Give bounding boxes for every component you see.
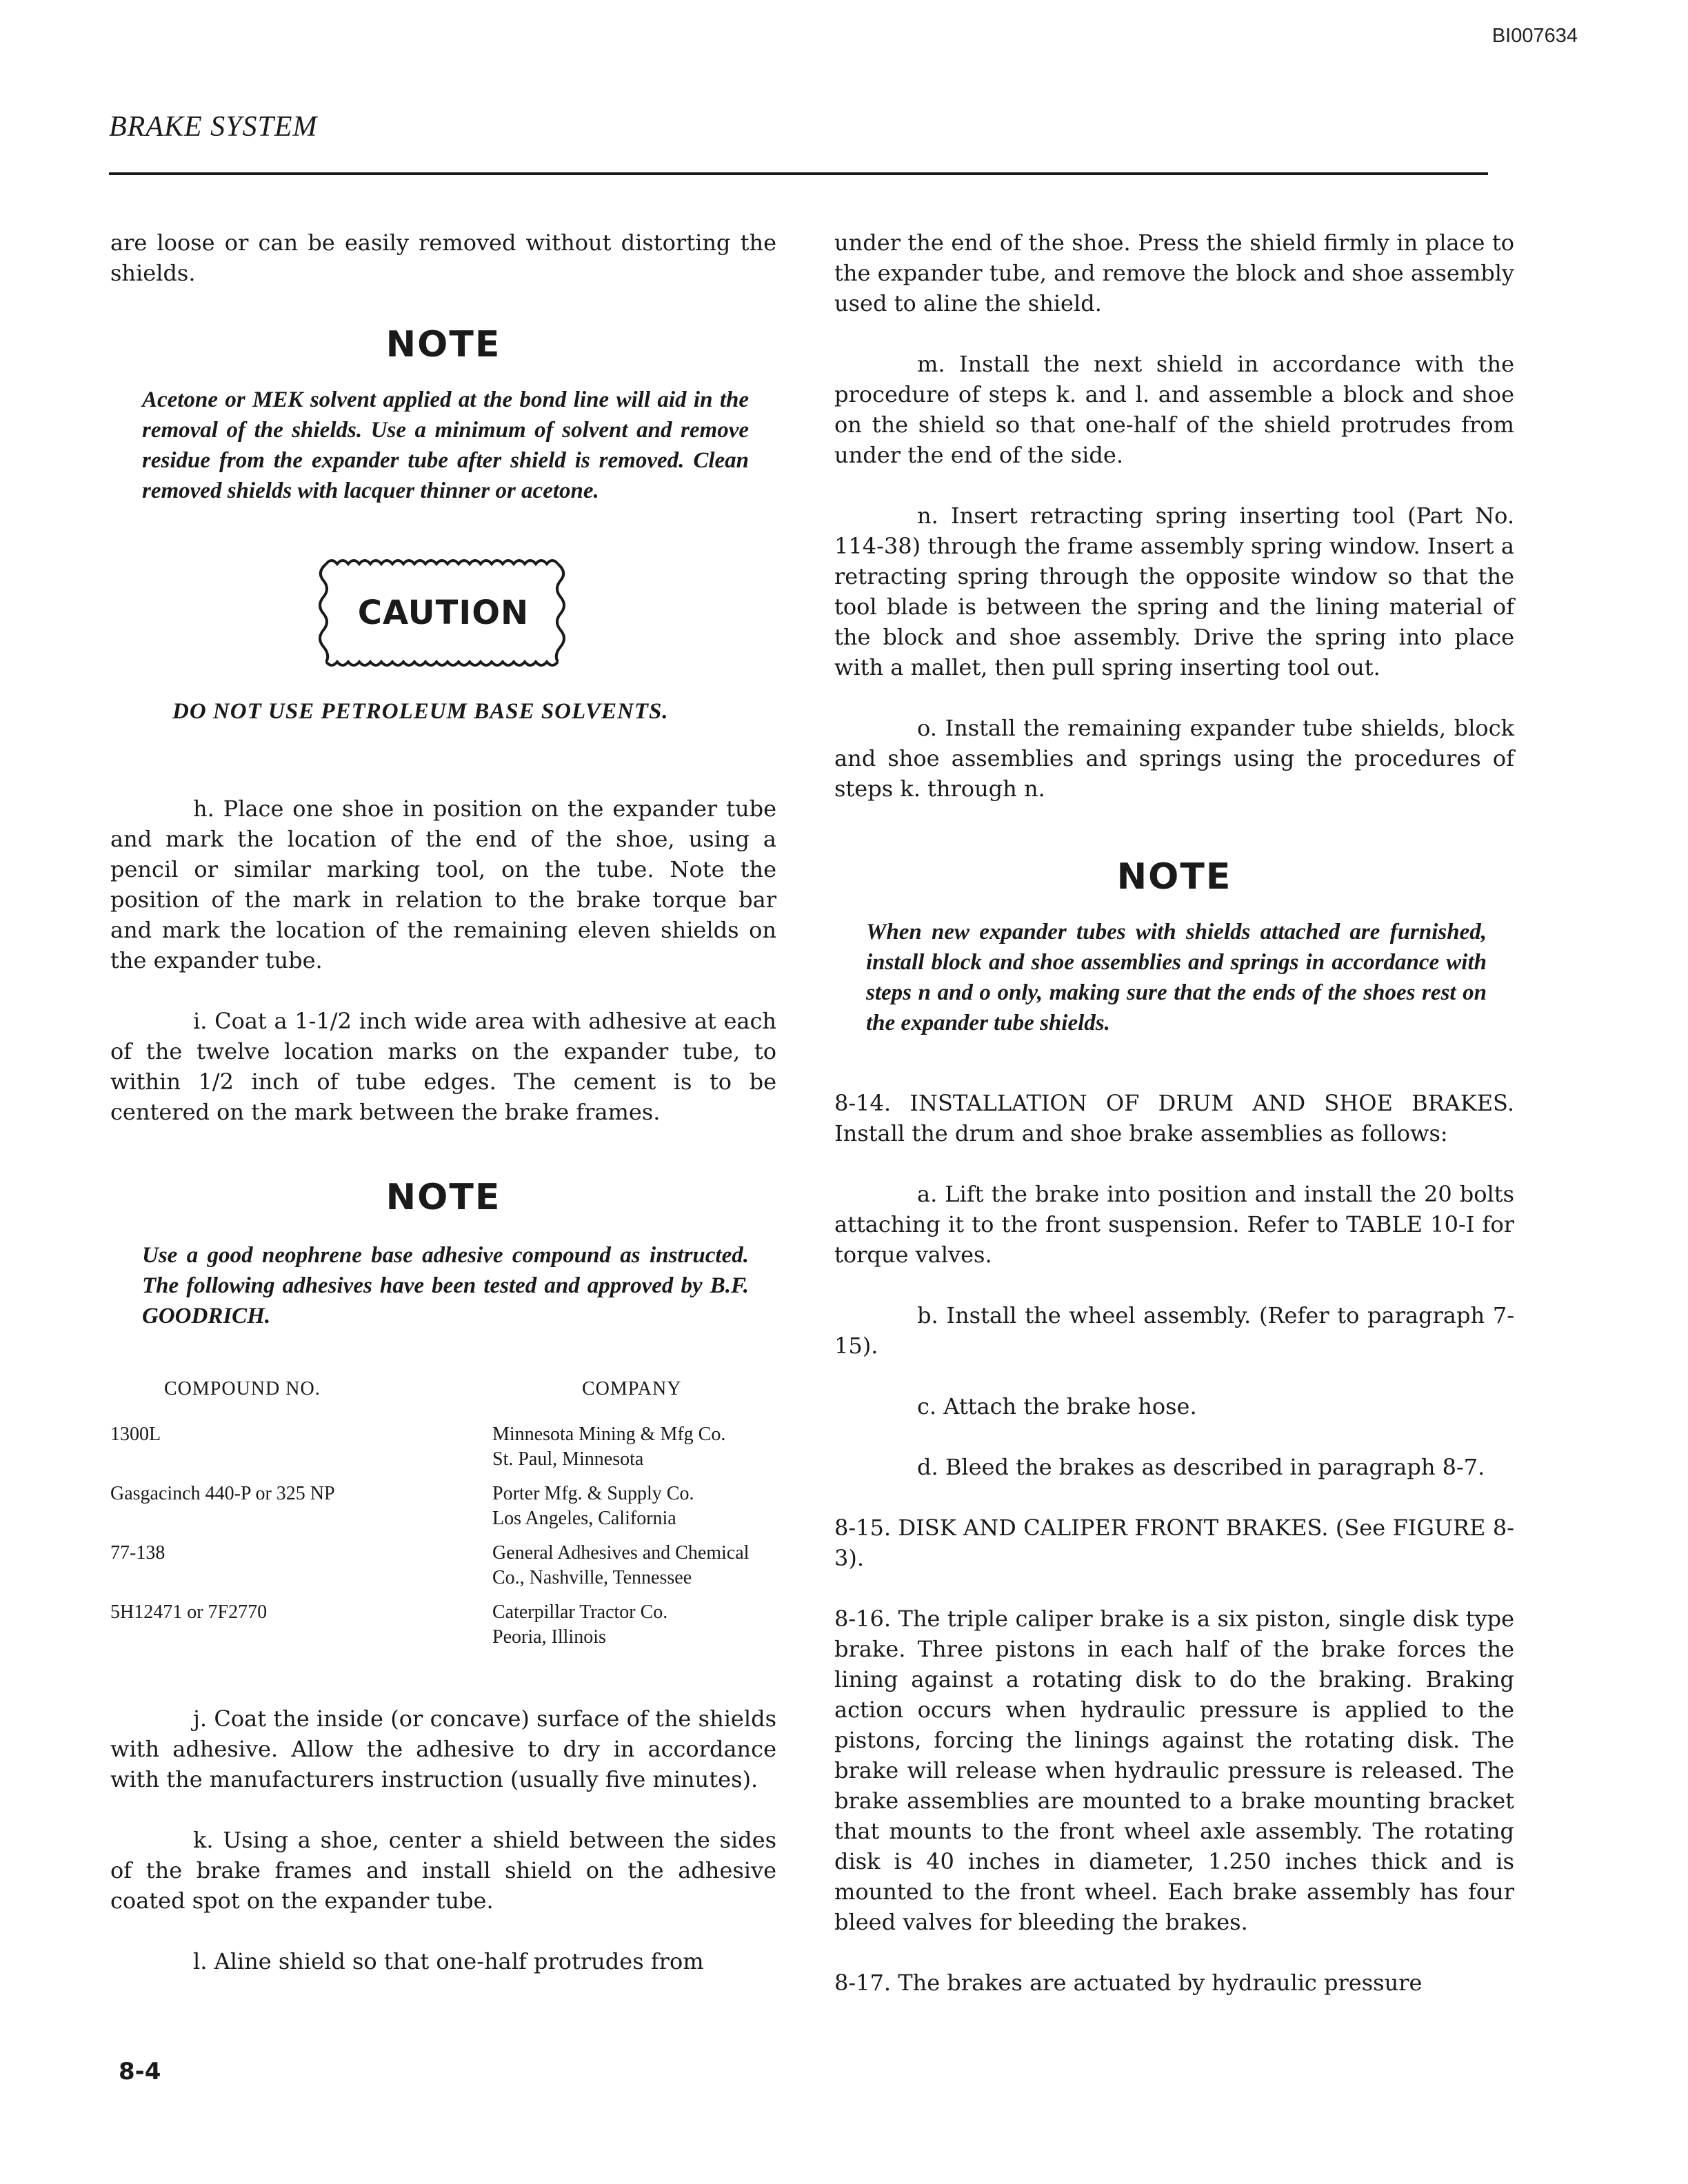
note-title: NOTE <box>385 324 501 365</box>
step-n: n. Insert retracting spring inserting tool (Part No. 114-38) through the frame assembly spring window. Insert a retracting spring through the opposite window so that the tool blade is between the spring and the lining material of the block and shoe assembly. Drive the spring into place with a mallet, then pull spring inserting tool out. <box>834 503 1514 680</box>
note-body: Use a good neophrene base adhesive compound as instructed. The following adhesives have been tested and approved by B.F. GOODRICH. <box>142 1243 749 1328</box>
table-row <box>110 1600 776 1659</box>
table-row <box>110 1422 776 1482</box>
table-header-compound: COMPOUND NO. <box>164 1378 321 1399</box>
compound-cell: 77-138 <box>110 1542 165 1564</box>
note-block-3 <box>834 856 1514 1038</box>
company-cell: Minnesota Mining & Mfg Co. St. Paul, Minnesota <box>492 1424 726 1470</box>
table-header-company: COMPANY <box>582 1378 682 1399</box>
compound-cell: 1300L <box>110 1424 161 1445</box>
left-column <box>110 228 776 1976</box>
note-block-1 <box>110 324 776 506</box>
step-o: o. Install the remaining expander tube shields, block and shoe assemblies and springs using the procedures of steps k. through n. <box>834 715 1514 802</box>
section-8-17: 8-17. The brakes are actuated by hydraulic pressure <box>834 1970 1423 1996</box>
compound-cell: 5H12471 or 7F2770 <box>110 1601 268 1623</box>
continued-paragraph: under the end of the shoe. Press the shield firmly in place to the expander tube, and remove the block and shoe assembly used to aline the shield. <box>834 230 1514 316</box>
step-k: k. Using a shoe, center a shield between the sides of the brake frames and install shield on the adhesive coated spot on the expander tube. <box>110 1827 776 1914</box>
right-column <box>834 228 1514 1998</box>
table-row <box>110 1541 776 1600</box>
section-8-16: 8-16. The triple caliper brake is a six piston, single disk type brake. Three pistons in each half of the brake forces the lining against a rotating disk to do the braking. Braking action occurs when hydraulic pressure is applied to the pistons, forcing the linings against the rotating disk. The brake will release when hydraulic pressure is released. The brake assemblies are mounted to a brake mounting bracket that mounts to the front wheel axle assembly. The rotating disk is 40 inches in diameter, 1.250 inches thick and is mounted to the front wheel. Each brake assembly has four bleed valves for bleeding the brakes. <box>834 1606 1514 1935</box>
adhesive-table <box>110 1378 776 1659</box>
step-c: c. Attach the brake hose. <box>917 1393 1197 1419</box>
step-j: j. Coat the inside (or concave) surface of the shields with adhesive. Allow the adhesive to dry in accordance with the manufacturers instruction (usually five minutes). <box>110 1706 776 1792</box>
note-title: NOTE <box>385 1177 501 1218</box>
compound-cell: Gasgacinch 440-P or 325 NP <box>110 1483 335 1504</box>
step-h: h. Place one shoe in position on the expander tube and mark the location of the end of the shoe, using a pencil or similar marking tool, on the tube. Note the position of the mark in relation to the brake torque bar and mark the location of the remaining eleven shields on the expander tube. <box>110 796 776 973</box>
header-rule <box>109 172 1488 175</box>
caution-label: CAUTION <box>357 594 530 632</box>
caution-text: DO NOT USE PETROLEUM BASE SOLVENTS. <box>172 699 669 724</box>
section-header: BRAKE SYSTEM <box>109 111 318 143</box>
company-cell: Caterpillar Tractor Co. Peoria, Illinois <box>492 1601 668 1648</box>
note-body: When new expander tubes with shields attached are furnished, install block and shoe assemblies and springs in accordance with steps n and o only, making sure that the ends of the shoes rest on the expander tube shields. <box>866 920 1487 1035</box>
company-cell: Porter Mfg. & Supply Co. Los Angeles, California <box>492 1483 694 1529</box>
step-l: l. Aline shield so that one-half protrudes from <box>193 1948 704 1974</box>
section-8-14: 8-14. INSTALLATION OF DRUM AND SHOE BRAKES. Install the drum and shoe brake assemblies as follows: <box>834 1090 1514 1146</box>
step-m: m. Install the next shield in accordance with the procedure of steps k. and l. and assemble a block and shoe on the shield so that one-half of the shield protrudes from under the end of the side. <box>834 351 1514 468</box>
page-number: 8-4 <box>119 2058 161 2085</box>
intro-paragraph: are loose or can be easily removed without distorting the shields. <box>110 230 776 286</box>
note-title: NOTE <box>1116 856 1232 898</box>
step-d: d. Bleed the brakes as described in paragraph 8-7. <box>917 1454 1485 1480</box>
step-b: b. Install the wheel assembly. (Refer to paragraph 7-15). <box>834 1302 1514 1359</box>
step-a: a. Lift the brake into position and install the 20 bolts attaching it to the front suspension. Refer to TABLE 10-I for torque valves. <box>834 1181 1514 1268</box>
caution-box <box>312 554 574 671</box>
note-block-2 <box>110 1177 776 1331</box>
document-id: BI007634 <box>1491 25 1578 47</box>
section-8-15: 8-15. DISK AND CALIPER FRONT BRAKES. (See FIGURE 8-3). <box>834 1515 1514 1571</box>
table-row <box>110 1482 776 1541</box>
caution-block <box>110 554 776 671</box>
company-cell: General Adhesives and Chemical Co., Nashville, Tennessee <box>492 1542 750 1588</box>
note-body: Acetone or MEK solvent applied at the bond line will aid in the removal of the shields. Use a minimum of solvent and remove residue from the expander tube after shield is removed. Clean removed shields with lacquer thinner or acetone. <box>142 387 749 503</box>
step-i: i. Coat a 1-1/2 inch wide area with adhesive at each of the twelve location marks on the expander tube, to within 1/2 inch of tube edges. The cement is to be centered on the mark between the brake frames. <box>110 1008 776 1125</box>
